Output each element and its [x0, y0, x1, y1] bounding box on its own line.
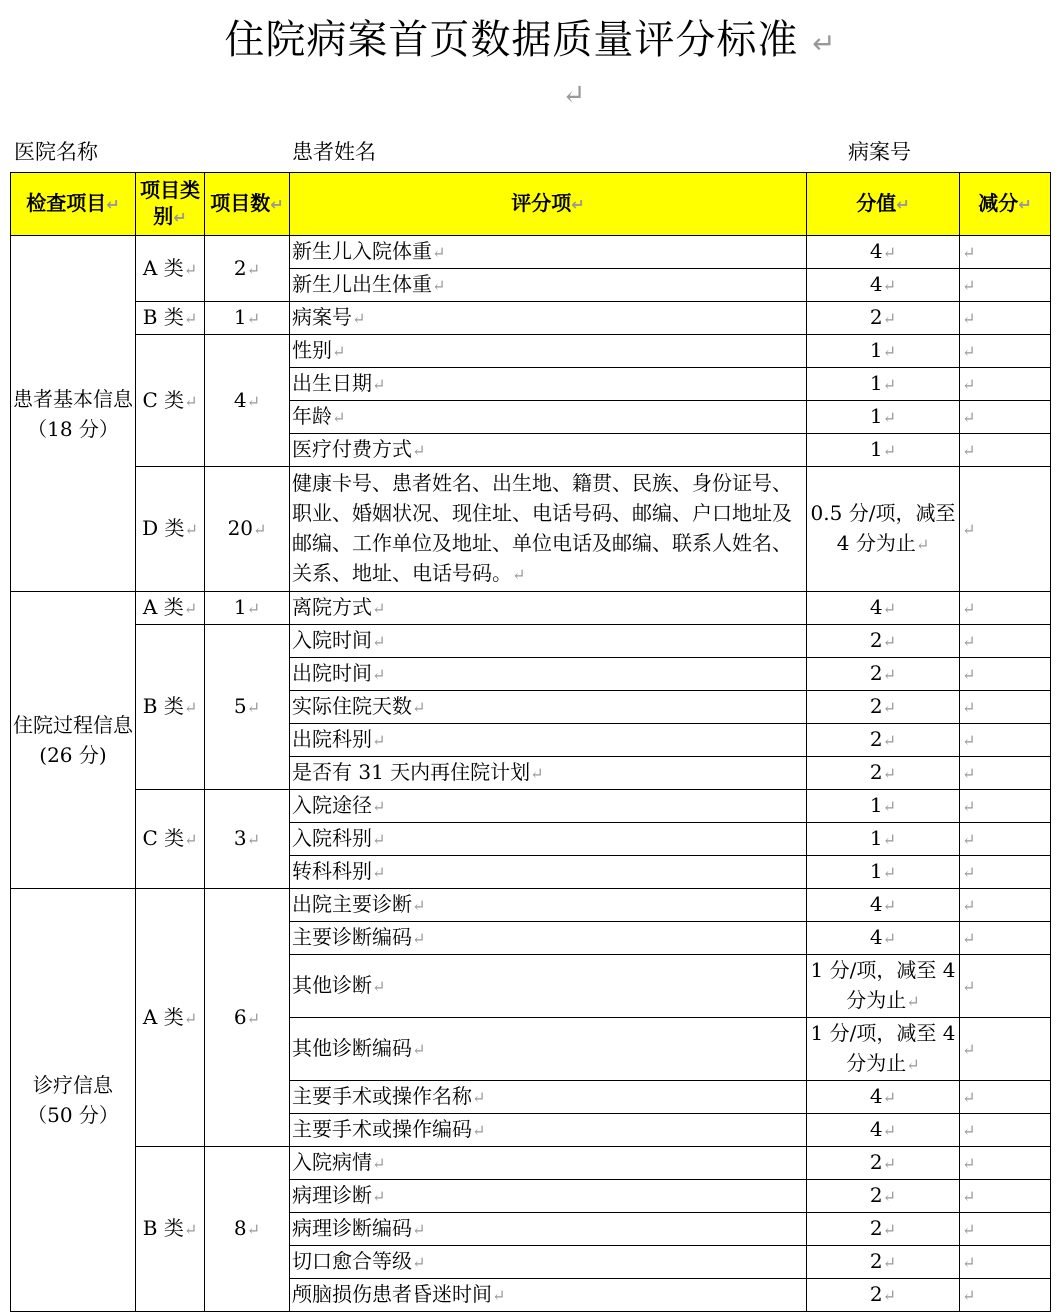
section-title: 诊疗信息 [33, 1073, 113, 1097]
scoring-item: 其他诊断编码 ↵ [290, 1018, 807, 1081]
scoring-item: 主要诊断编码 ↵ [290, 922, 807, 955]
score-value: 2 ↵ [807, 302, 960, 335]
scoring-item: 新生儿入院体重 ↵ [290, 236, 807, 269]
score-value: 1 ↵ [807, 368, 960, 401]
deduction-cell [960, 368, 1051, 401]
deduction-cell [960, 1279, 1051, 1312]
score-value: 2 ↵ [807, 1180, 960, 1213]
scoring-item: 颅脑损伤患者昏迷时间 ↵ [290, 1279, 807, 1312]
score-value: 2 ↵ [807, 1213, 960, 1246]
score-value: 1 ↵ [807, 856, 960, 889]
deduction-cell [960, 236, 1051, 269]
header-category: 项目类别 ↵ [136, 173, 205, 236]
score-value: 2 ↵ [807, 658, 960, 691]
deduction-cell [960, 757, 1051, 790]
deduction-cell [960, 790, 1051, 823]
deduction-cell [960, 658, 1051, 691]
section-score: （18 分） [27, 416, 119, 441]
category: A 类 ↵ [136, 236, 205, 302]
score-value: 4 ↵ [807, 1114, 960, 1147]
deduction-cell [960, 1018, 1051, 1081]
score-value: 4 ↵ [807, 889, 960, 922]
score-value: 1 ↵ [807, 823, 960, 856]
section-title: 患者基本信息 [13, 386, 133, 411]
scoring-item: 病案号 ↵ [290, 302, 807, 335]
deduction-cell [960, 922, 1051, 955]
table-row [11, 236, 1051, 269]
table-row [11, 335, 1051, 368]
header-count: 项目数 ↵ [205, 173, 290, 236]
table-row [11, 625, 1051, 658]
table-row [11, 592, 1051, 625]
patient-name-label: 患者姓名 [292, 140, 376, 164]
scoring-item: 病理诊断 ↵ [290, 1180, 807, 1213]
category: B 类 ↵ [136, 1147, 205, 1312]
scoring-item: 出院时间 ↵ [290, 658, 807, 691]
score-value: 4 ↵ [807, 236, 960, 269]
item-count: 6 ↵ [205, 889, 290, 1147]
item-count: 2 ↵ [205, 236, 290, 302]
section-score: (26 分) [39, 743, 107, 767]
category: C 类 ↵ [136, 790, 205, 889]
scoring-item: 出院主要诊断 ↵ [290, 889, 807, 922]
deduction-cell [960, 1246, 1051, 1279]
score-value: 1 分/项，减至 4 分为止 ↵ [807, 1018, 960, 1081]
item-count: 1 ↵ [205, 302, 290, 335]
scoring-item: 入院科别 ↵ [290, 823, 807, 856]
deduction-cell [960, 889, 1051, 922]
scoring-item: 入院病情 ↵ [290, 1147, 807, 1180]
scoring-item: 离院方式 ↵ [290, 592, 807, 625]
deduction-cell [960, 1147, 1051, 1180]
score-value: 2 ↵ [807, 1147, 960, 1180]
scoring-item: 主要手术或操作名称 ↵ [290, 1081, 807, 1114]
category: B 类 ↵ [136, 302, 205, 335]
score-value: 2 ↵ [807, 724, 960, 757]
header-check-item: 检查项目 ↵ [11, 173, 136, 236]
deduction-cell [960, 823, 1051, 856]
score-value: 4 ↵ [807, 922, 960, 955]
score-value: 1 ↵ [807, 401, 960, 434]
deduction-cell [960, 1081, 1051, 1114]
section-name [11, 889, 136, 1312]
header-score: 分值 ↵ [807, 173, 960, 236]
scoring-item: 入院时间 ↵ [290, 625, 807, 658]
category: A 类 ↵ [136, 592, 205, 625]
deduction-cell [960, 401, 1051, 434]
scoring-item: 医疗付费方式 ↵ [290, 434, 807, 467]
score-value: 1 ↵ [807, 790, 960, 823]
score-value: 2 ↵ [807, 757, 960, 790]
record-number-label: 病案号 [848, 140, 911, 164]
scoring-item: 病理诊断编码 ↵ [290, 1213, 807, 1246]
score-value: 2 ↵ [807, 1246, 960, 1279]
section-score: （50 分） [27, 1103, 119, 1127]
deduction-cell [960, 955, 1051, 1018]
score-value: 1 ↵ [807, 434, 960, 467]
scoring-item: 年龄 ↵ [290, 401, 807, 434]
header-row [11, 173, 1051, 236]
scoring-item: 出生日期 ↵ [290, 368, 807, 401]
table-row [11, 1147, 1051, 1180]
scoring-item: 健康卡号、患者姓名、出生地、籍贯、民族、身份证号、职业、婚姻状况、现住址、电话号码、邮编、户口地址及邮编、工作单位及地址、单位电话及邮编、联系人姓名、关系、地址、电话号码。 ↵ [290, 467, 807, 592]
deduction-cell [960, 592, 1051, 625]
deduction-cell [960, 434, 1051, 467]
scoring-item: 新生儿出生体重 ↵ [290, 269, 807, 302]
deduction-cell [960, 302, 1051, 335]
section-name [11, 236, 136, 592]
score-value: 4 ↵ [807, 592, 960, 625]
hospital-name-label: 医院名称 [14, 140, 98, 164]
scoring-item: 切口愈合等级 ↵ [290, 1246, 807, 1279]
deduction-cell [960, 467, 1051, 592]
scoring-item: 转科科别 ↵ [290, 856, 807, 889]
table-row [11, 790, 1051, 823]
deduction-cell [960, 269, 1051, 302]
score-value: 1 分/项，减至 4 分为止 ↵ [807, 955, 960, 1018]
deduction-cell [960, 625, 1051, 658]
document-title: 住院病案首页数据质量评分标准 ↵ [0, 8, 1061, 65]
section-title: 住院过程信息 [13, 713, 133, 737]
deduction-cell [960, 335, 1051, 368]
scoring-item: 其他诊断 ↵ [290, 955, 807, 1018]
scoring-item: 是否有 31 天内再住院计划 ↵ [290, 757, 807, 790]
item-count: 3 ↵ [205, 790, 290, 889]
category: A 类 ↵ [136, 889, 205, 1147]
paragraph-mark: ↵ [562, 78, 586, 111]
score-value: 2 ↵ [807, 625, 960, 658]
table-row [11, 889, 1051, 922]
table-row [11, 467, 1051, 592]
scoring-item: 入院途径 ↵ [290, 790, 807, 823]
score-value: 0.5 分/项，减至 4 分为止 ↵ [807, 467, 960, 592]
deduction-cell [960, 1180, 1051, 1213]
scoring-item: 出院科别 ↵ [290, 724, 807, 757]
item-count: 4 ↵ [205, 335, 290, 467]
deduction-cell [960, 1213, 1051, 1246]
item-count: 1 ↵ [205, 592, 290, 625]
score-value: 4 ↵ [807, 1081, 960, 1114]
deduction-cell [960, 1114, 1051, 1147]
deduction-cell [960, 691, 1051, 724]
header-deduction: 减分 ↵ [960, 173, 1051, 236]
item-count: 5 ↵ [205, 625, 290, 790]
score-value: 2 ↵ [807, 1279, 960, 1312]
header-scoring-item: 评分项 ↵ [290, 173, 807, 236]
scoring-table [10, 172, 1051, 1312]
score-value: 4 ↵ [807, 269, 960, 302]
category: B 类 ↵ [136, 625, 205, 790]
deduction-cell [960, 856, 1051, 889]
scoring-item: 性别 ↵ [290, 335, 807, 368]
deduction-cell [960, 724, 1051, 757]
category: C 类 ↵ [136, 335, 205, 467]
score-value: 2 ↵ [807, 691, 960, 724]
table-row [11, 302, 1051, 335]
category: D 类 ↵ [136, 467, 205, 592]
item-count: 8 ↵ [205, 1147, 290, 1312]
scoring-item: 实际住院天数 ↵ [290, 691, 807, 724]
scoring-item: 主要手术或操作编码 ↵ [290, 1114, 807, 1147]
score-value: 1 ↵ [807, 335, 960, 368]
item-count: 20 ↵ [205, 467, 290, 592]
section-name [11, 592, 136, 889]
